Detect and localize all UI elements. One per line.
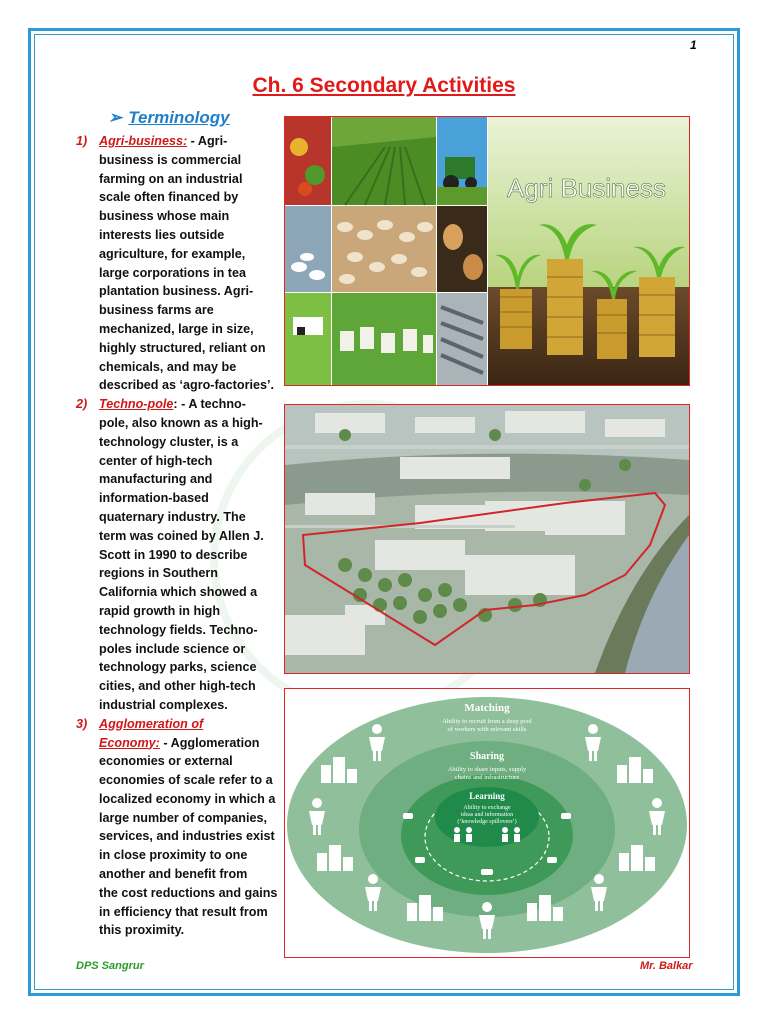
agri-caption: Agri Business (507, 173, 666, 203)
term-number: 1) (76, 134, 88, 148)
term-line (99, 395, 276, 414)
arrow-bullet-icon: ➢ (108, 108, 123, 127)
agri-collage-svg (285, 117, 689, 385)
term-keyword: Techno-pole (99, 397, 174, 412)
footer-author: Mr. Balkar (640, 960, 693, 972)
term-keyword: Agri-business: (99, 134, 188, 148)
footer-school: DPS Sangrur (76, 960, 144, 972)
section-heading-label: Terminology (128, 108, 230, 127)
term-line (99, 715, 276, 734)
term-line: large corporations in tea (99, 265, 246, 280)
term-number: 3) (76, 716, 88, 731)
term-line: California which showed a (99, 585, 258, 600)
term-line: business is commercial (99, 152, 242, 167)
term-line: business whose main (99, 209, 230, 224)
term-line: technology fields. Techno- (99, 622, 258, 637)
learning-text: (‘knowledge spillovers’) (457, 819, 517, 825)
agri-business-image (284, 116, 690, 386)
term-line: technology cluster, is a (99, 434, 239, 449)
term-line: cities, and other high-tech (99, 679, 256, 694)
term-line: technology parks, science (99, 660, 257, 675)
agglomeration-diagram (284, 688, 690, 958)
technopole-aerial-svg (285, 405, 689, 673)
term-line: scale often financed by (99, 190, 239, 205)
term-line: information-based (99, 491, 209, 506)
term-line: another and benefit from (99, 867, 248, 882)
term-line: mechanized, large in size, (99, 321, 254, 336)
matching-text: of workers with relevant skills (447, 726, 527, 733)
term-line: in efficiency that result from (99, 904, 268, 919)
term-line: manufacturing and (99, 472, 213, 487)
term-line: highly structured, reliant on (99, 340, 266, 355)
term-line: services, and industries exist (99, 829, 275, 844)
term-item-agri-business (76, 132, 276, 395)
term-line: quaternary industry. The (99, 509, 246, 524)
term-line: pole, also known as a high- (99, 415, 263, 430)
agglomeration-diagram-svg (285, 689, 689, 957)
term-line: chemicals, and may be (99, 359, 237, 374)
term-line: localized economy in which a (99, 791, 276, 806)
term-line: industrial complexes. (99, 697, 228, 712)
page-title: Ch. 6 Secondary Activities (252, 74, 516, 97)
sharing-text: chains and infrastructure (454, 774, 520, 781)
term-keyword: Agglomeration of (99, 716, 204, 731)
learning-title: Learning (469, 791, 505, 801)
term-line: business farms are (99, 303, 214, 318)
term-line: center of high-tech (99, 453, 213, 468)
section-heading (108, 108, 230, 128)
learning-text: ideas and information (460, 812, 514, 818)
term-line: term was coined by Allen J. (99, 528, 264, 543)
term-text: : - A techno- (173, 397, 246, 412)
term-line: regions in Southern (99, 566, 218, 581)
term-line: interests lies outside (99, 227, 225, 242)
term-keyword: Economy: (99, 735, 160, 750)
matching-text: Ability to recruit from a deep pool (442, 718, 532, 725)
term-item-techno-pole (76, 395, 276, 715)
sharing-text: Ability to share inputs, supply (447, 766, 527, 773)
term-line: poles include science or (99, 641, 246, 656)
term-line: Scott in 1990 to describe (99, 547, 248, 562)
term-line: agriculture, for example, (99, 246, 246, 261)
matching-title: Matching (464, 702, 510, 714)
term-line: rapid growth in high (99, 603, 221, 618)
page-number: 1 (690, 38, 697, 52)
term-number: 2) (76, 397, 88, 412)
term-line: described as ‘agro-factories’. (99, 378, 274, 393)
learning-text: Ability to exchange (463, 805, 511, 811)
term-item-agglomeration (76, 715, 276, 941)
term-text: - Agglomeration (159, 735, 260, 750)
techno-pole-image (284, 404, 690, 674)
terms-column (76, 132, 276, 940)
term-line: large number of companies, (99, 810, 267, 825)
term-line: economies of scale refer to a (99, 773, 273, 788)
term-line: farming on an industrial (99, 171, 243, 186)
term-text: - Agri- (187, 134, 228, 148)
term-line: plantation business. Agri- (99, 284, 254, 299)
term-line: the cost reductions and gains (99, 885, 278, 900)
term-line (99, 132, 276, 151)
term-line: economies or external (99, 754, 233, 769)
term-line (99, 734, 276, 753)
term-line: this proximity. (99, 923, 185, 938)
sharing-title: Sharing (470, 751, 504, 762)
term-line: in close proximity to one (99, 848, 248, 863)
